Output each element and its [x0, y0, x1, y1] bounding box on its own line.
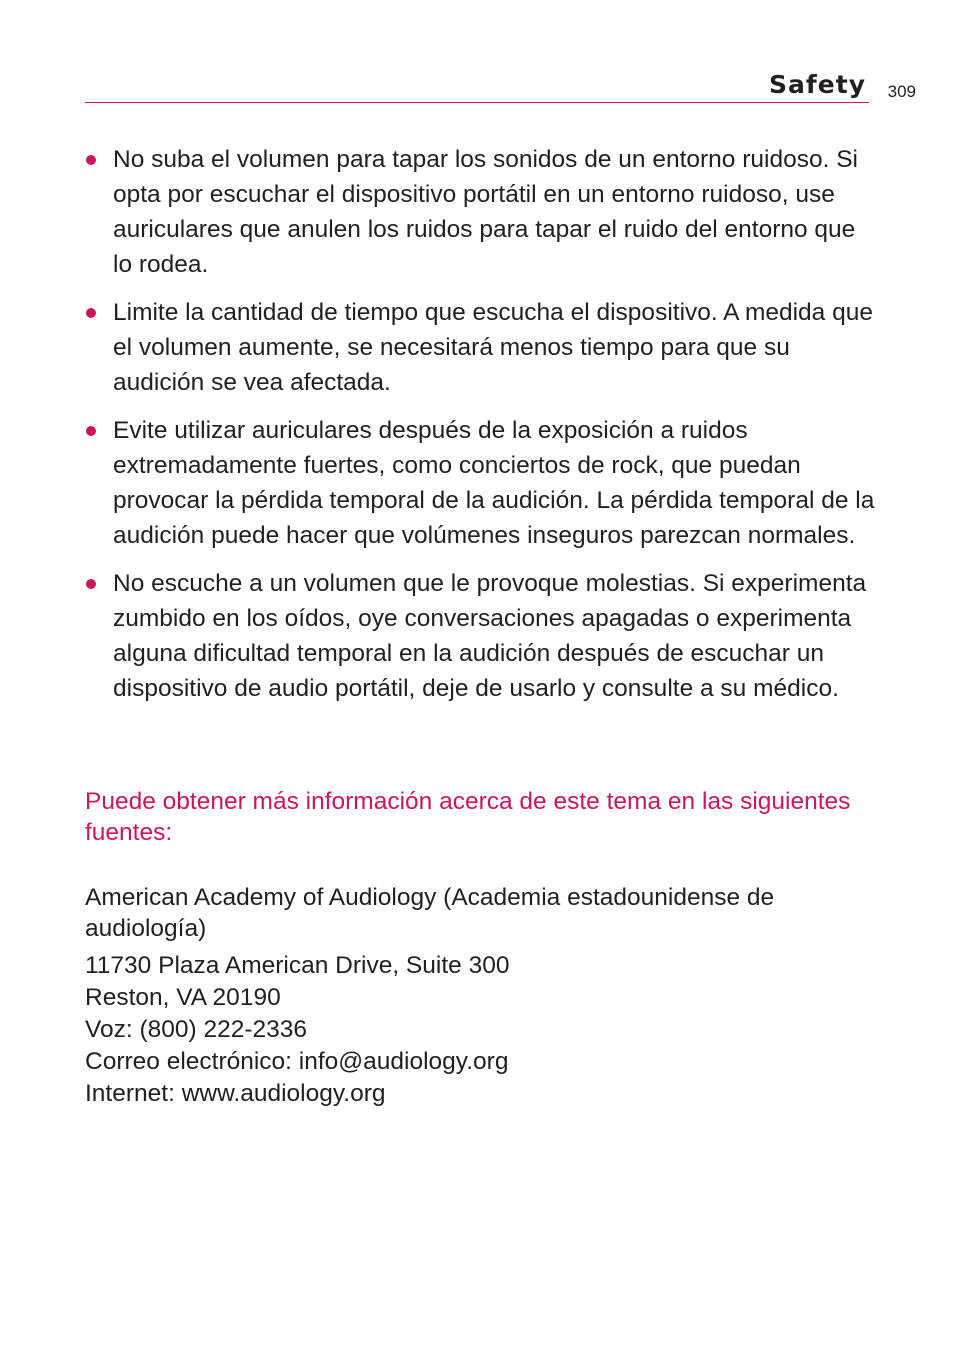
bullet-list	[85, 142, 875, 719]
list-item	[85, 413, 875, 553]
bullet-text: No suba el volumen para tapar los sonidos de un entorno ruidoso. Si opta por escuchar el dispositivo portátil en un entorno ruidoso, use auriculares que anulen los ruidos para tapar el ruido del entorno que lo rodea.	[113, 146, 858, 278]
list-item	[85, 566, 875, 706]
bullet-text: Evite utilizar auriculares después de la exposición a ruidos extremadamente fuertes, como conciertos de rock, que puedan provocar la pérdida temporal de la audición. La pérdida temporal de la audición puede hacer que volúmenes inseguros parezcan normales.	[113, 417, 875, 549]
header-rule	[85, 102, 869, 103]
bullet-dot-icon	[86, 579, 96, 589]
section-title: Safety	[769, 70, 866, 99]
list-item	[85, 295, 875, 400]
organization-name: American Academy of Audiology (Academia estadounidense de audiología)	[85, 884, 775, 942]
bullet-text: Limite la cantidad de tiempo que escucha el dispositivo. A medida que el volumen aumente, se necesitará menos tiempo para que su audición se vea afectada.	[113, 299, 873, 396]
address-phone: Voz: (800) 222-2336	[85, 1016, 308, 1043]
address-street: 11730 Plaza American Drive, Suite 300	[85, 952, 510, 979]
bullet-dot-icon	[86, 308, 96, 318]
address-website: Internet: www.audiology.org	[85, 1080, 386, 1107]
bullet-dot-icon	[86, 155, 96, 165]
address-email: Correo electrónico: info@audiology.org	[85, 1048, 509, 1075]
bullet-text: No escuche a un volumen que le provoque molestias. Si experimenta zumbido en los oídos, oye conversaciones apagadas o experimenta alguna dificultad temporal en la audición después de escuchar un dispositivo de audio portátil, deje de usarlo y consulte a su médico.	[113, 570, 867, 702]
info-note: Puede obtener más información acerca de este tema en las siguientes fuentes:	[85, 788, 851, 846]
address-city: Reston, VA 20190	[85, 984, 281, 1011]
list-item	[85, 142, 875, 282]
bullet-dot-icon	[86, 426, 96, 436]
page-number: 309	[887, 82, 916, 101]
organization-address	[85, 950, 875, 1110]
